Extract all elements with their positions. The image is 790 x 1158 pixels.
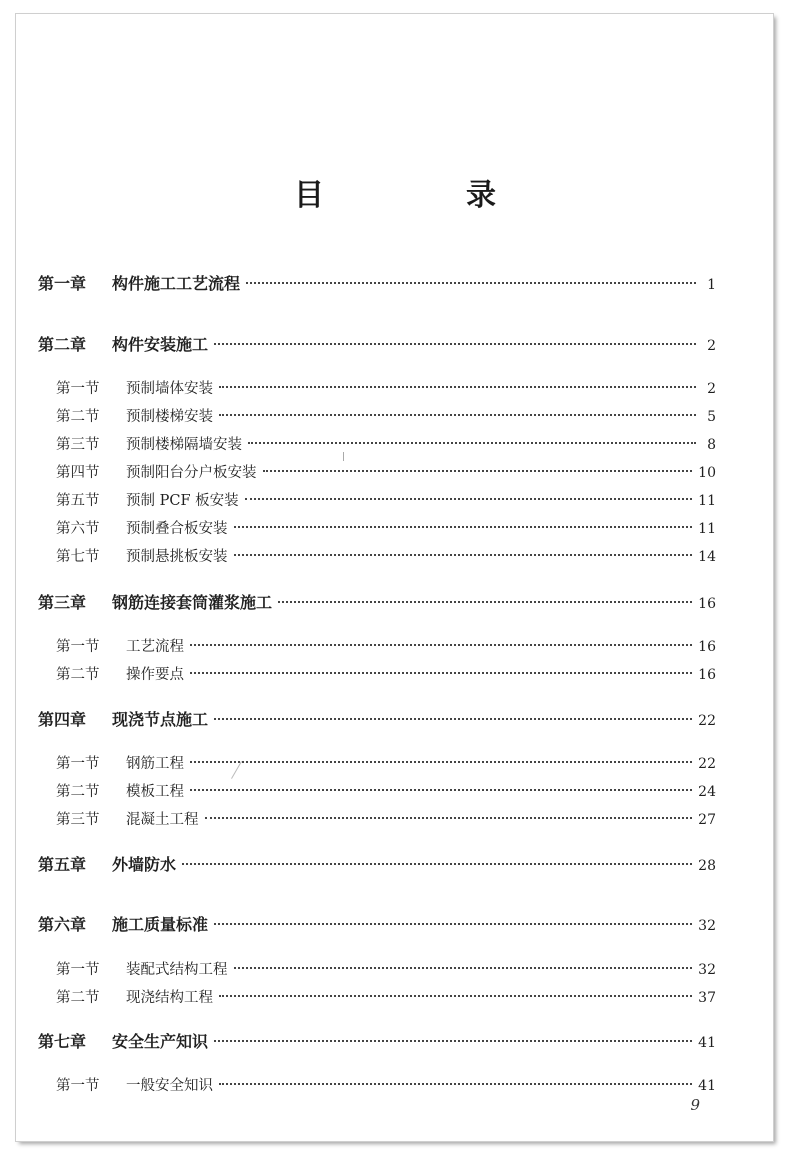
section-number: 第二节 bbox=[56, 409, 100, 425]
page-number: 2 bbox=[707, 338, 716, 354]
page-number: 10 bbox=[698, 465, 716, 481]
toc-section[interactable] bbox=[56, 545, 716, 566]
toc-section[interactable] bbox=[56, 958, 716, 979]
toc-chapter-3[interactable] bbox=[38, 590, 716, 613]
dot-leader bbox=[214, 343, 696, 345]
dot-leader bbox=[214, 1040, 692, 1042]
dot-leader bbox=[234, 526, 693, 528]
toc-section[interactable] bbox=[56, 752, 716, 773]
dot-leader bbox=[245, 498, 693, 500]
section-title: 工艺流程 bbox=[126, 639, 184, 655]
page-number: 11 bbox=[698, 493, 716, 509]
section-number: 第一节 bbox=[56, 962, 100, 978]
toc-section[interactable] bbox=[56, 433, 716, 454]
page-number: 8 bbox=[707, 437, 716, 453]
toc-section[interactable] bbox=[56, 489, 716, 510]
page-number: 32 bbox=[698, 962, 716, 978]
page-number: 11 bbox=[698, 521, 716, 537]
page-title: 目 录 bbox=[294, 178, 552, 213]
toc-section[interactable] bbox=[56, 663, 716, 684]
section-title: 装配式结构工程 bbox=[126, 962, 228, 978]
chapter-number: 第六章 bbox=[38, 915, 87, 934]
dot-leader bbox=[219, 414, 696, 416]
chapter-number: 第四章 bbox=[38, 710, 87, 729]
section-title: 模板工程 bbox=[126, 784, 184, 800]
page-number: 16 bbox=[698, 596, 716, 612]
section-title: 预制叠合板安装 bbox=[126, 521, 228, 537]
dot-leader bbox=[190, 789, 692, 791]
chapter-number: 第三章 bbox=[38, 593, 87, 612]
page-number: 22 bbox=[698, 756, 716, 772]
page-number: 41 bbox=[698, 1035, 716, 1051]
toc-section[interactable] bbox=[56, 517, 716, 538]
dot-leader bbox=[214, 718, 692, 720]
section-number: 第三节 bbox=[56, 437, 100, 453]
section-title: 钢筋工程 bbox=[126, 756, 184, 772]
toc-section[interactable] bbox=[56, 635, 716, 656]
dot-leader bbox=[214, 923, 692, 925]
dot-leader bbox=[278, 601, 692, 603]
dot-leader bbox=[234, 967, 693, 969]
chapter-title: 外墙防水 bbox=[112, 855, 177, 874]
dot-leader bbox=[246, 282, 696, 284]
toc-section[interactable] bbox=[56, 808, 716, 829]
section-number: 第六节 bbox=[56, 521, 100, 537]
dot-leader bbox=[219, 995, 692, 997]
section-number: 第一节 bbox=[56, 1078, 100, 1094]
section-number: 第一节 bbox=[56, 381, 100, 397]
page-number: 16 bbox=[698, 667, 716, 683]
section-number: 第四节 bbox=[56, 465, 100, 481]
section-number: 第五节 bbox=[56, 493, 100, 509]
toc-section[interactable] bbox=[56, 1074, 716, 1095]
dot-leader bbox=[263, 470, 693, 472]
section-title: 预制楼梯隔墙安装 bbox=[126, 437, 242, 453]
dot-leader bbox=[190, 761, 692, 763]
toc-section[interactable] bbox=[56, 986, 716, 1007]
chapter-number: 第七章 bbox=[38, 1032, 87, 1051]
section-number: 第二节 bbox=[56, 667, 100, 683]
dot-leader bbox=[190, 644, 692, 646]
dot-leader bbox=[205, 817, 693, 819]
chapter-title: 安全生产知识 bbox=[112, 1032, 209, 1051]
dot-leader bbox=[182, 863, 692, 865]
toc-chapter-6[interactable] bbox=[38, 912, 716, 935]
section-title: 预制楼梯安装 bbox=[126, 409, 213, 425]
section-number: 第一节 bbox=[56, 756, 100, 772]
section-title: 现浇结构工程 bbox=[126, 990, 213, 1006]
toc-chapter-7[interactable] bbox=[38, 1029, 716, 1052]
chapter-number: 第五章 bbox=[38, 855, 87, 874]
section-number: 第三节 bbox=[56, 812, 100, 828]
page-number: 37 bbox=[698, 990, 716, 1006]
section-title: 预制 PCF 板安装 bbox=[126, 493, 239, 509]
page-number: 5 bbox=[707, 409, 716, 425]
chapter-title: 现浇节点施工 bbox=[112, 710, 209, 729]
toc-chapter-2[interactable] bbox=[38, 332, 716, 355]
toc-chapter-5[interactable] bbox=[38, 852, 716, 875]
chapter-number: 第一章 bbox=[38, 274, 87, 293]
page-number: 22 bbox=[698, 713, 716, 729]
page-number: 41 bbox=[698, 1078, 716, 1094]
toc-chapter-1[interactable] bbox=[38, 271, 716, 294]
folio-page-number: 9 bbox=[690, 1096, 700, 1114]
page-number: 24 bbox=[698, 784, 716, 800]
section-number: 第二节 bbox=[56, 784, 100, 800]
section-title: 预制悬挑板安装 bbox=[126, 549, 228, 565]
chapter-title: 构件安装施工 bbox=[112, 335, 209, 354]
section-number: 第七节 bbox=[56, 549, 100, 565]
page-number: 2 bbox=[707, 381, 716, 397]
section-title: 预制阳台分户板安装 bbox=[126, 465, 257, 481]
page-number: 1 bbox=[707, 277, 716, 293]
toc-section[interactable] bbox=[56, 461, 716, 482]
section-number: 第二节 bbox=[56, 990, 100, 1006]
dot-leader bbox=[219, 1083, 692, 1085]
chapter-title: 施工质量标准 bbox=[112, 915, 209, 934]
page-number: 32 bbox=[698, 918, 716, 934]
chapter-title: 构件施工工艺流程 bbox=[112, 274, 241, 293]
section-number: 第一节 bbox=[56, 639, 100, 655]
toc-section[interactable] bbox=[56, 377, 716, 398]
page-number: 16 bbox=[698, 639, 716, 655]
dot-leader bbox=[190, 672, 692, 674]
page-number: 27 bbox=[698, 812, 716, 828]
toc-chapter-4[interactable] bbox=[38, 707, 716, 730]
dot-leader bbox=[234, 554, 693, 556]
chapter-number: 第二章 bbox=[38, 335, 87, 354]
section-title: 混凝土工程 bbox=[126, 812, 199, 828]
chapter-title: 钢筋连接套筒灌浆施工 bbox=[112, 593, 273, 612]
section-title: 一般安全知识 bbox=[126, 1078, 213, 1094]
dot-leader bbox=[219, 386, 696, 388]
page-number: 28 bbox=[698, 858, 716, 874]
page-number: 14 bbox=[698, 549, 716, 565]
dot-leader bbox=[248, 442, 696, 444]
toc-section[interactable] bbox=[56, 780, 716, 801]
section-title: 操作要点 bbox=[126, 667, 184, 683]
section-title: 预制墙体安装 bbox=[126, 381, 213, 397]
toc-section[interactable] bbox=[56, 405, 716, 426]
